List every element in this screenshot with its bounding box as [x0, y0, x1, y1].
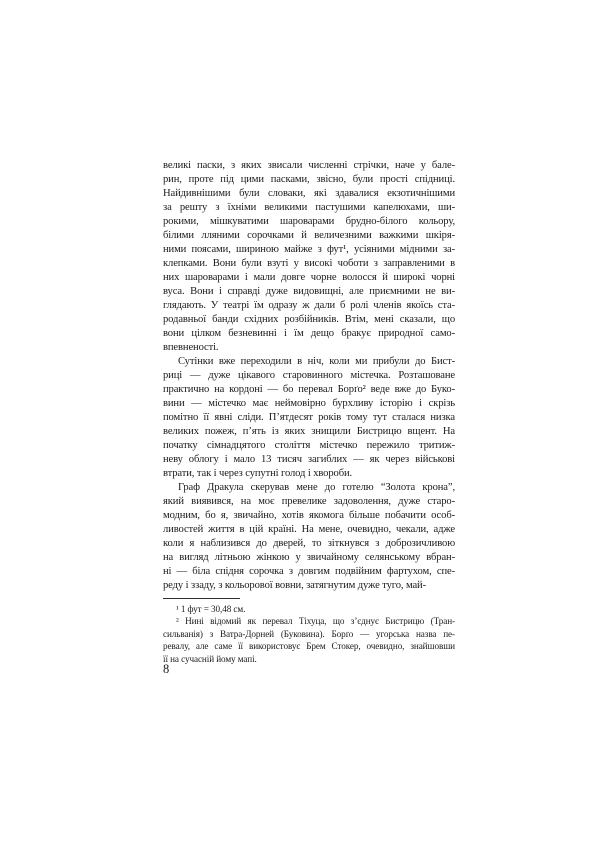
- text-line: практично на кордоні — бо перевал Борґо² веде вже до Буко-: [163, 384, 455, 395]
- text-line: модним, бо я, звичайно, хотів якомога більше побачити особ-: [163, 510, 455, 521]
- text-line: вони цілком безневинні і їм дещо бракує природної само-: [163, 328, 455, 339]
- text-line: коли я наблизився до дверей, то зіткнувся з доброзичливою: [163, 538, 455, 549]
- text-line: глядають. У театрі їм одразу ж дали б ролі членів якоїсь ста-: [163, 300, 455, 311]
- text-line: ними поясами, шириною майже з фут¹, усіяними мідними за-: [163, 244, 455, 255]
- text-line: вини — містечко має неймовірно бурхливу історію і скрізь: [163, 398, 455, 409]
- footnote-separator: [163, 598, 240, 599]
- text-line: Найдивнішими були словаки, які здавалися екзотичнішими: [163, 188, 455, 199]
- text-line: помітно її явні сліди. П’ятдесят років тому тут сталася низка: [163, 412, 455, 423]
- paragraph: [163, 159, 455, 355]
- text-line: вуса. Вони і справді дуже видовищні, але приємними не ви-: [163, 286, 455, 297]
- text-line: родавньої банди східних розбійників. Втім, мені сказали, що: [163, 314, 455, 325]
- text-line: впевненості.: [163, 342, 219, 353]
- text-line: який виявився, на моє превелике задоволення, дуже старо-: [163, 496, 455, 507]
- page-number: 8: [163, 662, 170, 676]
- text-line: клепками. Вони були взуті у високі чоботи з заправленими в: [163, 258, 455, 269]
- text-line: ливостей життя в цій країні. На мене, очевидно, чекали, адже: [163, 524, 455, 535]
- text-line: ¹ 1 фут = 30,48 см.: [176, 604, 246, 614]
- text-line: великих пожеж, п’ять із яких знищили Бистрицю вщент. На: [163, 426, 455, 437]
- footnote: [163, 615, 455, 665]
- paragraph: [163, 481, 455, 593]
- footnotes: [163, 598, 455, 665]
- text-line: за решту з їхніми великими пастушими капелюхами, ши-: [163, 202, 455, 213]
- footnote: [163, 603, 455, 615]
- paragraph: [163, 355, 455, 481]
- text-line: них шароварами і мали довге чорне волосся й широкі чорні: [163, 272, 455, 283]
- text-line: втрати, так і через супутні голод і хвороби.: [163, 468, 353, 479]
- main-text: [163, 159, 455, 593]
- text-line: ні — біла спідня сорочка з довгим подвійним фартухом, спе-: [163, 566, 455, 577]
- text-line: її на сучасній йому мапі.: [163, 653, 257, 664]
- text-line: риці — дуже цікавого старовинного містечка. Розташоване: [163, 370, 455, 381]
- footnote-list: [163, 603, 455, 665]
- text-line: початку сімнадцятого століття містечко пережило тритиж-: [163, 440, 455, 451]
- text-line: Граф Дракула скерував мене до готелю “Золота крона”,: [178, 482, 455, 493]
- text-line: великі паски, з яких звисали численні стрічки, наче у бале-: [163, 160, 455, 171]
- text-line: на вигляд літньою жінкою у звичайному селянському вбран-: [163, 552, 455, 563]
- text-line: білими лляними сорочками й величезними важкими шкіря-: [163, 230, 455, 241]
- text-line: Сутінки вже переходили в ніч, коли ми прибули до Бист-: [178, 356, 455, 367]
- text-line: рин, проте під цими пасками, звісно, були прості спідниці.: [163, 174, 455, 185]
- text-line: сильванія) з Ватра-Дорней (Буковина). Борґо — угорська назва пе-: [163, 628, 455, 639]
- text-line: ² Нині відомий як перевал Тіхуца, що з’єднує Бистрицю (Тран-: [176, 616, 455, 627]
- text-line: реду і ззаду, з кольорової вовни, затягнутим дуже туго, май-: [163, 580, 427, 591]
- text-line: рокими, мішкуватими шароварами брудно-білого кольору,: [163, 216, 455, 227]
- text-line: неву облогу і мало 13 тисяч загиблих — як через військові: [163, 454, 455, 465]
- text-line: ревалу, але саме її використовує Брем Стокер, очевидно, знайшовши: [163, 641, 455, 652]
